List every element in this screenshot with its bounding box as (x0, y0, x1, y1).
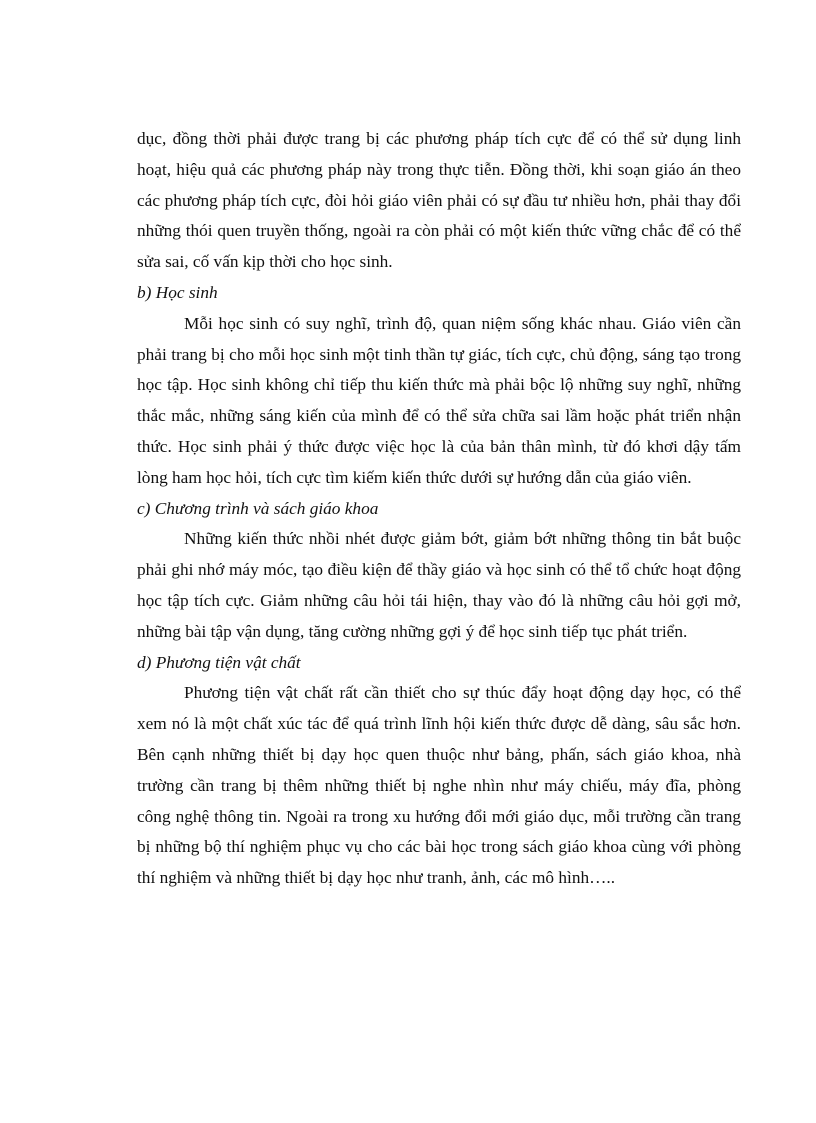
document-page (137, 124, 741, 894)
paragraph-students: Mỗi học sinh có suy nghĩ, trình độ, quan niệm sống khác nhau. Giáo viên cần phải trang bị cho mỗi học sinh một tinh thần tự giác, tích cực, chủ động, sáng tạo trong học tập. Học sinh không chỉ tiếp thu kiến thức mà phải bộc lộ những suy nghĩ, những thắc mắc, những sáng kiến của mình để có thể sửa chữa sai lầm hoặc phát triển nhận thức. Học sinh phải ý thức được việc học là của bản thân mình, từ đó khơi dậy tấm lòng ham học hỏi, tích cực tìm kiếm kiến thức dưới sự hướng dẫn của giáo viên. (137, 313, 741, 487)
paragraph-material-facilities: Phương tiện vật chất rất cần thiết cho sự thúc đẩy hoạt động dạy học, có thể xem nó là một chất xúc tác để quá trình lĩnh hội kiến thức được dễ dàng, sâu sắc hơn. Bên cạnh những thiết bị dạy học quen thuộc như bảng, phấn, sách giáo khoa, nhà trường cần trang bị thêm những thiết bị nghe nhìn như máy chiếu, máy đĩa, phòng công nghệ thông tin. Ngoài ra trong xu hướng đổi mới giáo dục, mỗi trường cần trang bị những bộ thí nghiệm phục vụ cho các bài học trong sách giáo khoa cùng với phòng thí nghiệm và những thiết bị dạy học như tranh, ảnh, các mô hình….. (137, 683, 741, 888)
heading-material-facilities: d) Phương tiện vật chất (137, 652, 301, 672)
paragraph-teacher-continued: dục, đồng thời phải được trang bị các phương pháp tích cực để có thể sử dụng linh hoạt, hiệu quả các phương pháp này trong thực tiễn. Đồng thời, khi soạn giáo án theo các phương pháp tích cực, đòi hỏi giáo viên phải có sự đầu tư nhiều hơn, phải thay đổi những thói quen truyền thống, ngoài ra còn phải có một kiến thức vững chắc để có thể sửa sai, cố vấn kịp thời cho học sinh. (137, 129, 741, 272)
paragraph-curriculum-textbooks: Những kiến thức nhồi nhét được giảm bớt, giảm bớt những thông tin bắt buộc phải ghi nhớ máy móc, tạo điều kiện để thầy giáo và học sinh có thể tổ chức hoạt động học tập tích cực. Giảm những câu hỏi tái hiện, thay vào đó là những câu hỏi gợi mở, những bài tập vận dụng, tăng cường những gợi ý để học sinh tiếp tục phát triển. (137, 529, 741, 641)
heading-curriculum-textbooks: c) Chương trình và sách giáo khoa (137, 498, 379, 518)
heading-students: b) Học sinh (137, 282, 218, 302)
